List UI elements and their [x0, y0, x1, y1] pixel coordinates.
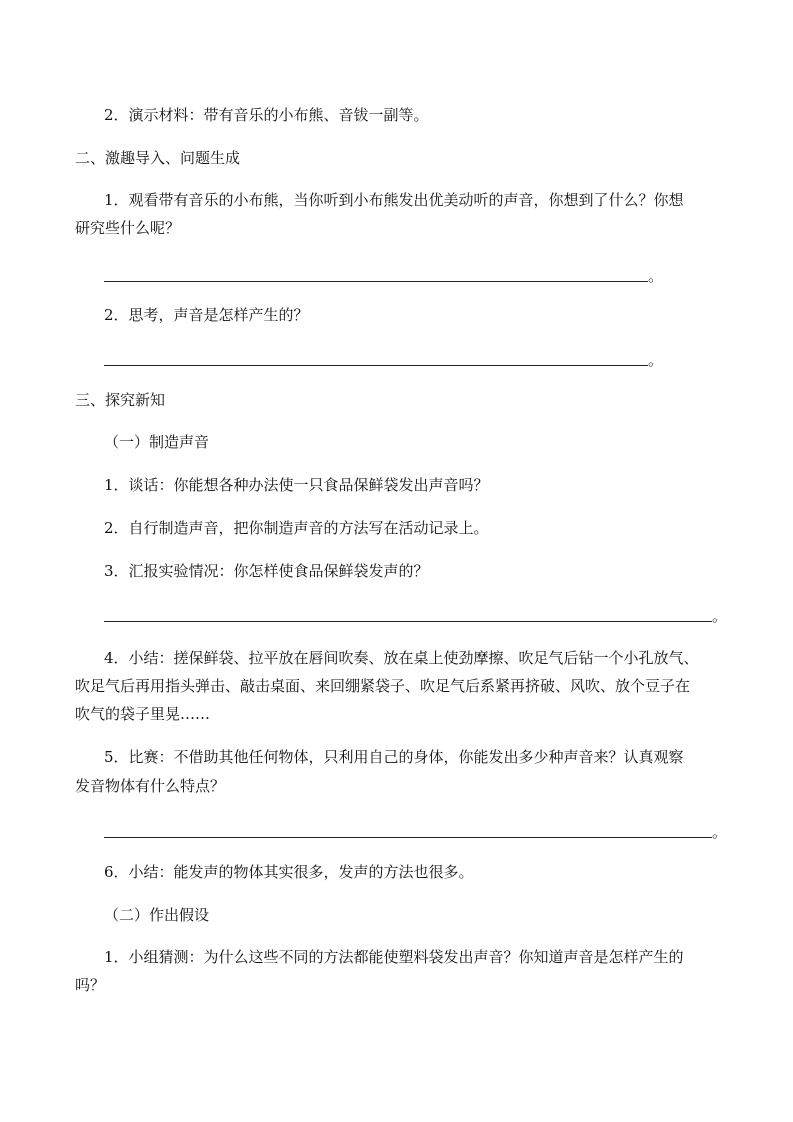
answer-rule [104, 365, 648, 366]
subsection-heading-2: （二）作出假设 [104, 906, 210, 924]
answer-blank-1[interactable] [104, 266, 663, 286]
answer-period: 。 [648, 351, 664, 369]
answer-rule [104, 837, 712, 838]
answer-rule [104, 281, 648, 282]
answer-period: 。 [712, 823, 728, 841]
answer-blank-2[interactable] [104, 350, 663, 370]
hypothesis-1-line-2: 吗？ [75, 976, 106, 994]
section-heading-2: 二、激趣导入、问题生成 [75, 149, 241, 167]
question-2: 2．思考，声音是怎样产生的？ [104, 306, 309, 324]
step-4-line-2: 吹足气后再用指头弹击、敲击桌面、来回绷紧袋子、吹足气后系紧再挤破、风吹、放个豆子在 [75, 677, 691, 695]
step-4-line-3: 吹气的袋子里晃…… [75, 705, 211, 723]
step-4-line-1: 4．小结：搓保鲜袋、拉平放在唇间吹奏、放在桌上使劲摩擦、吹足气后钻一个小孔放气、 [104, 649, 699, 667]
step-3: 3．汇报实验情况：你怎样使食品保鲜袋发声的？ [104, 562, 429, 580]
answer-period: 。 [648, 267, 664, 285]
material-item-2: 2．演示材料：带有音乐的小布熊、音钹一副等。 [104, 106, 429, 124]
subsection-heading-1: （一）制造声音 [104, 433, 210, 451]
answer-blank-3[interactable] [104, 606, 727, 626]
answer-blank-4[interactable] [104, 822, 727, 842]
answer-period: 。 [712, 607, 728, 625]
step-5-line-2: 发音物体有什么特点？ [75, 777, 226, 795]
step-2: 2．自行制造声音，把你制造声音的方法写在活动记录上。 [104, 519, 489, 537]
step-6: 6．小结：能发声的物体其实很多，发声的方法也很多。 [104, 863, 474, 881]
answer-rule [104, 621, 712, 622]
step-1: 1．谈话：你能想各种办法使一只食品保鲜袋发出声音吗？ [104, 476, 489, 494]
question-1-line-1: 1．观看带有音乐的小布熊，当你听到小布熊发出优美动听的声音，你想到了什么？你想 [104, 191, 684, 209]
section-heading-3: 三、探究新知 [75, 391, 166, 409]
question-1-line-2: 研究些什么呢？ [75, 219, 181, 237]
hypothesis-1-line-1: 1．小组猜测：为什么这些不同的方法都能使塑料袋发出声音？你知道声音是怎样产生的 [104, 948, 684, 966]
step-5-line-1: 5．比赛：不借助其他任何物体，只利用自己的身体，你能发出多少种声音来？认真观察 [104, 748, 684, 766]
